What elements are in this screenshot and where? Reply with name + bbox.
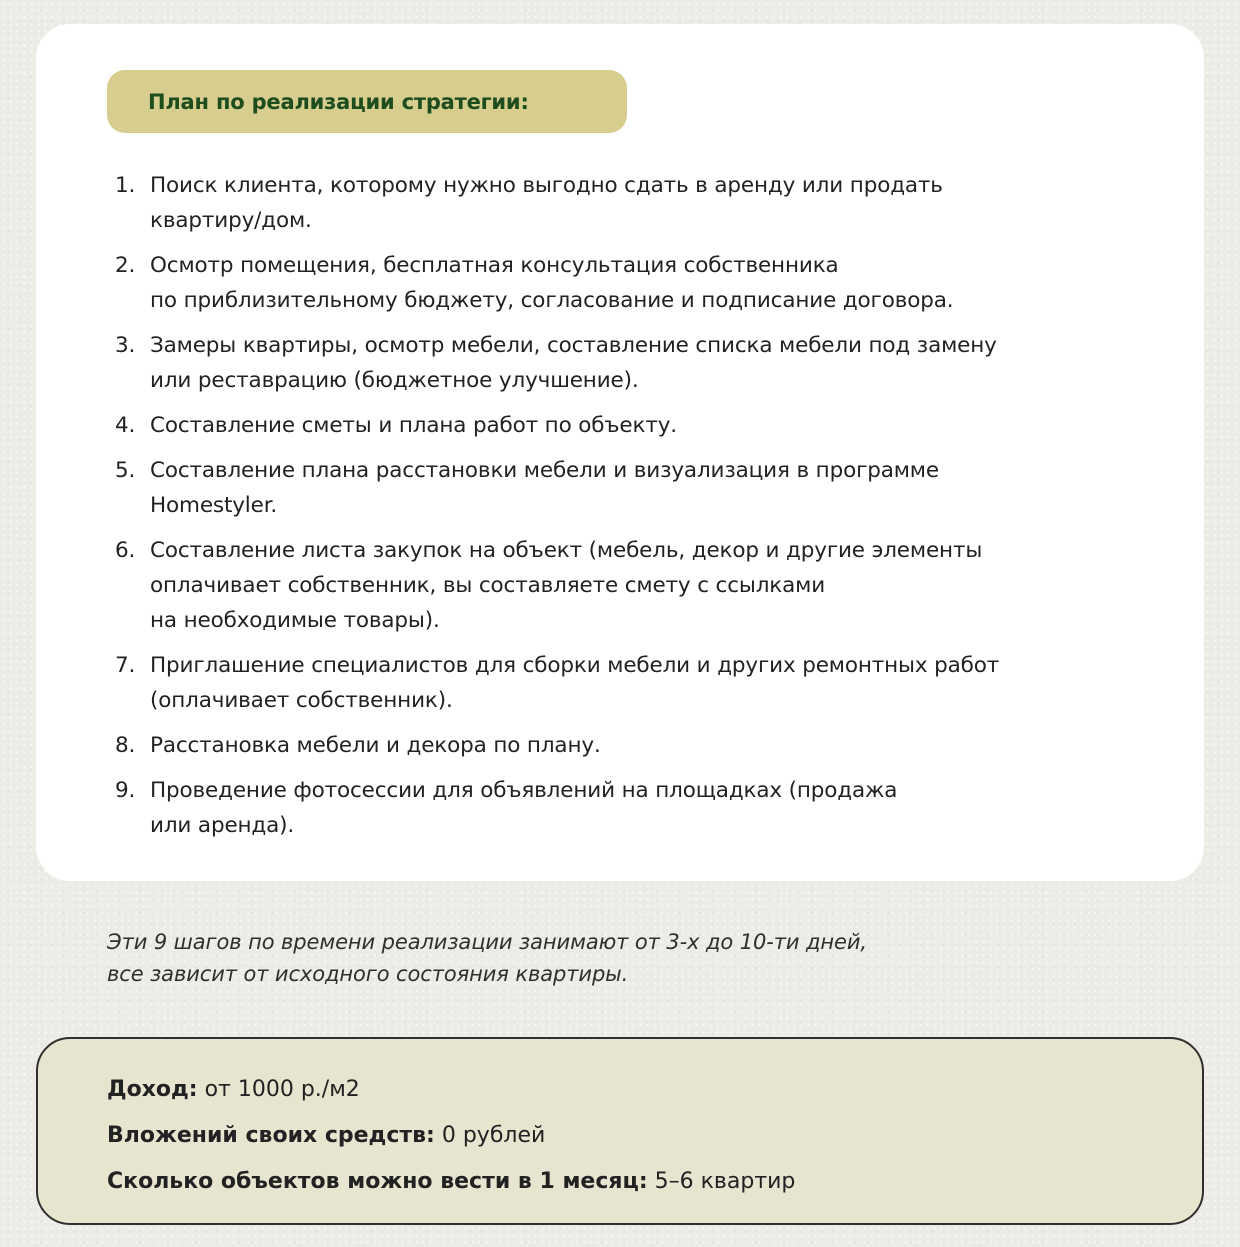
steps-list [115,168,1175,853]
step-text-line: Homestyler. [150,493,278,518]
duration-note [107,926,1107,990]
step-text [150,408,1175,443]
step-text [150,728,1175,763]
step-number: 1. [115,173,136,198]
objects-label: Сколько объектов можно вести в 1 месяц: [107,1169,648,1194]
step-text-line: Расстановка мебели и декора по плану. [150,733,601,758]
objects-value: 5–6 квартир [654,1169,796,1194]
step-text-line: Составление плана расстановки мебели и визуализация в программе [150,458,939,483]
step-item [115,773,1175,843]
step-text-line: квартиру/дом. [150,208,312,233]
step-text-line: Осмотр помещения, бесплатная консультация собственника [150,253,839,278]
step-text-line: (оплачивает собственник). [150,688,453,713]
step-item [115,168,1175,238]
step-number: 3. [115,333,136,358]
step-text-line: или реставрацию (бюджетное улучшение). [150,368,639,393]
step-text-line: Составление сметы и плана работ по объекту. [150,413,677,438]
step-text [150,773,1175,843]
duration-note-line-1: Эти 9 шагов по времени реализации занимают от 3-х до 10-ти дней, [107,930,867,954]
step-text-line: Составление листа закупок на объект (мебель, декор и другие элементы [150,538,983,563]
step-number: 2. [115,253,136,278]
step-item [115,648,1175,718]
section-title-badge [107,70,627,133]
section-title: План по реализации стратегии: [148,89,529,114]
duration-note-line-2: все зависит от исходного состояния квартиры. [107,962,629,986]
income-value: от 1000 р./м2 [204,1077,360,1102]
step-text [150,248,1175,318]
step-text [150,168,1175,238]
step-text [150,533,1175,638]
step-text-line: Замеры квартиры, осмотр мебели, составление списка мебели под замену [150,333,997,358]
step-number: 9. [115,778,136,803]
income-fact [107,1067,795,1113]
step-item [115,248,1175,318]
investment-label: Вложений своих средств: [107,1123,435,1148]
summary-facts [107,1067,795,1205]
step-number: 7. [115,653,136,678]
step-item [115,728,1175,763]
step-text [150,453,1175,523]
step-text [150,328,1175,398]
step-text-line: по приблизительному бюджету, согласование и подписание договора. [150,288,954,313]
step-item [115,408,1175,443]
step-text-line: или аренда). [150,813,295,838]
step-text-line: на необходимые товары). [150,608,440,633]
step-number: 8. [115,733,136,758]
step-text-line: Проведение фотосессии для объявлений на площадках (продажа [150,778,898,803]
step-text [150,648,1175,718]
objects-fact [107,1159,795,1205]
income-label: Доход: [107,1077,198,1102]
investment-fact [107,1113,795,1159]
step-text-line: Приглашение специалистов для сборки мебели и других ремонтных работ [150,653,1000,678]
step-item [115,328,1175,398]
step-item [115,533,1175,638]
step-text-line: оплачивает собственник, вы составляете смету с ссылками [150,573,826,598]
strategy-card [36,24,1204,881]
investment-value: 0 рублей [441,1123,546,1148]
step-item [115,453,1175,523]
step-number: 6. [115,538,136,563]
step-number: 5. [115,458,136,483]
step-text-line: Поиск клиента, которому нужно выгодно сдать в аренду или продать [150,173,943,198]
step-number: 4. [115,413,136,438]
summary-box [36,1037,1204,1225]
